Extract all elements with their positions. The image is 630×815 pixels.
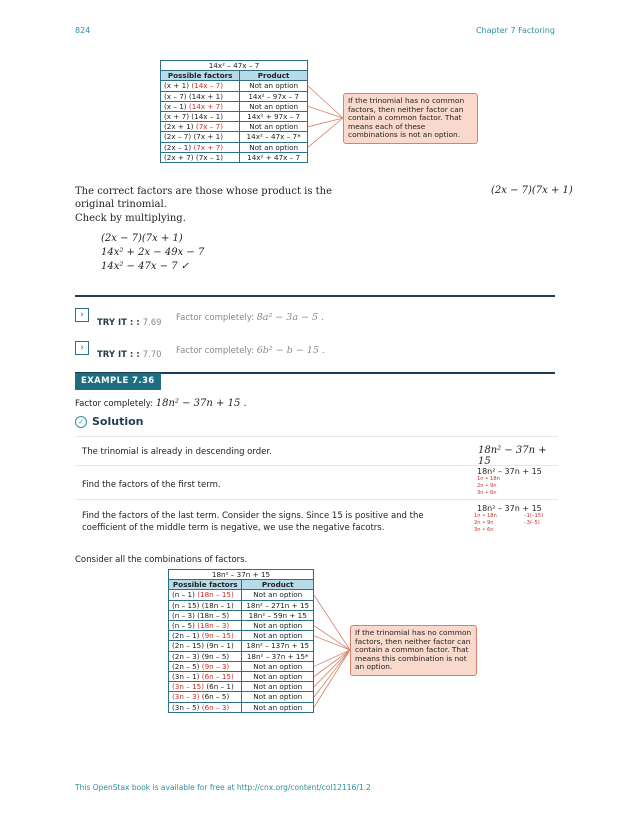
product-cell: Not an option [240, 122, 308, 132]
table-title: 18n² – 37n + 15 [169, 570, 314, 580]
product-cell: Not an option [240, 101, 308, 111]
product-cell: 14x² + 47x – 7 [240, 152, 308, 162]
check-text: Check by multiplying. [75, 213, 186, 224]
answer-factors: (2x − 7)(7x + 1) [491, 185, 573, 196]
factor-cell: (2x + 1) (7x – 7) [161, 122, 240, 132]
product-cell: Not an option [242, 692, 314, 702]
factor-cell: (2n – 3) (9n – 5) [169, 651, 242, 661]
product-cell: Not an option [240, 142, 308, 152]
step-1-math: 18n² − 37n + 15 [478, 445, 547, 467]
try-it-label: TRY IT : : [97, 318, 143, 328]
product-cell: Not an option [242, 631, 314, 641]
table-row [169, 692, 314, 702]
factor-cell: (2n – 5) (9n – 3) [169, 661, 242, 671]
work-line-2: 14x² + 2x − 49x − 7 [101, 247, 205, 258]
table-row [169, 661, 314, 671]
product-cell: Not an option [242, 672, 314, 682]
product-cell: Not an option [242, 682, 314, 692]
factor-cell: (3n – 1) (6n – 15) [169, 672, 242, 682]
expand-try-it-1-icon[interactable]: › [75, 308, 89, 322]
product-cell: Not an option [242, 590, 314, 600]
example-expr: 18n² − 37n + 15 . [155, 398, 247, 409]
table-row [169, 682, 314, 692]
table-row [169, 702, 314, 712]
factor-cell: (n – 15) (18n – 1) [169, 600, 242, 610]
table-row [169, 631, 314, 641]
product-cell: Not an option [242, 702, 314, 712]
factor-cell: (x + 7) (14x – 1) [161, 112, 240, 122]
step-2-math: 18n² – 37n + 15 [477, 467, 542, 476]
check-circle-icon: ✓ [75, 416, 87, 428]
conclusion-text [75, 185, 332, 211]
factor-cell: (2x – 7) (7x + 1) [161, 132, 240, 142]
step-2-text: Find the factors of the first term. [82, 480, 221, 490]
try-it-2 [97, 342, 162, 361]
try-it-1-expr: 8a² − 3a − 5 . [256, 312, 325, 323]
factor-table-2 [168, 569, 314, 713]
step-3-text: Find the factors of the last term. Consider the signs. Since 15 is positive and the coefficient of the middle term is negative, we use the negative facotrs. [82, 511, 424, 533]
example-prompt: Factor completely: 18n² − 37n + 15 . [75, 398, 247, 409]
col-header-factors: Possible factors [161, 71, 240, 81]
product-cell: 18n² – 37n + 15* [242, 651, 314, 661]
factor-cell: (2x + 7) (7x – 1) [161, 152, 240, 162]
callout-leader-line [314, 650, 350, 697]
try-it-2-prompt: Factor completely: 6b² − b − 15 . [176, 345, 325, 356]
callout-note-2: If the trinomial has no common factors, then neither factor can contain a common factor. That means this combination is not an option. [350, 625, 477, 676]
product-cell: 18n² – 59n + 15 [242, 610, 314, 620]
last-term-negative-pairs: –1(–15) –3(–5) [524, 513, 544, 526]
factor-cell: (2n – 1) (9n – 15) [169, 631, 242, 641]
section-divider [75, 295, 555, 297]
callout-leader-line [308, 106, 343, 118]
factor-cell: (x + 1) (14x – 7) [161, 81, 240, 91]
callout-leader-line [308, 86, 343, 118]
callout-leader-line [314, 650, 350, 687]
table-row [169, 590, 314, 600]
product-cell: Not an option [242, 661, 314, 671]
factor-cell: (x – 7) (14x + 1) [161, 91, 240, 101]
step-row-3 [75, 500, 558, 540]
factor-cell: (n – 1) (18n – 15) [169, 590, 242, 600]
product-cell: 14x² – 97x – 7 [240, 91, 308, 101]
product-cell: 18n² – 271n + 15 [242, 600, 314, 610]
step-row-1 [75, 436, 558, 466]
try-it-number: 7.69 [142, 318, 162, 328]
consider-text: Consider all the combinations of factors. [75, 555, 248, 565]
table-row [169, 641, 314, 651]
conclusion-line-1: The correct factors are those whose product is the [75, 186, 333, 197]
factor-cell: (3n – 3) (6n – 5) [169, 692, 242, 702]
try-it-1-prompt: Factor completely: 8a² − 3a − 5 . [176, 312, 325, 323]
example-label: EXAMPLE 7.36 [75, 373, 161, 390]
callout-note-1: If the trinomial has no common factors, then neither factor can contain a common factor. That means each of these combinations is not an option. [343, 93, 478, 144]
work-line-1: (2x − 7)(7x + 1) [101, 233, 183, 244]
table-title: 14x² – 47x – 7 [161, 61, 308, 71]
try-it-2-expr: 6b² − b − 15 . [256, 345, 325, 356]
callout-leader-line [314, 650, 350, 677]
step-row-2 [75, 465, 558, 500]
step-3-math: 18n² – 37n + 15 [477, 504, 542, 513]
callout-leader-line [314, 595, 350, 650]
factor-cell: (2n – 15) (9n – 1) [169, 641, 242, 651]
product-cell: 18n² – 137n + 15 [242, 641, 314, 651]
factor-cell: (n – 3) (18n – 5) [169, 610, 242, 620]
try-it-number: 7.70 [142, 350, 162, 360]
product-cell: 14x² – 47x – 7* [240, 132, 308, 142]
conclusion-line-2: original trinomial. [75, 199, 167, 210]
chapter-title: Chapter 7 Factoring [475, 26, 555, 35]
check-work [101, 232, 204, 274]
product-cell: 14x² + 97x – 7 [240, 112, 308, 122]
try-it-label: TRY IT : : [97, 350, 143, 360]
factor-cell: (x – 1) (14x + 7) [161, 101, 240, 111]
col-header-factors: Possible factors [169, 580, 242, 590]
first-term-factor-pairs: 1n • 18n 2n • 9n 3n • 6n [477, 476, 500, 496]
try-it-1 [97, 310, 162, 329]
product-cell: Not an option [240, 81, 308, 91]
factor-cell: (n – 5) (18n – 3) [169, 621, 242, 631]
step-1-text: The trinomial is already in descending order. [82, 447, 272, 457]
factor-cell: (3n – 5) (6n – 3) [169, 702, 242, 712]
table-row [169, 610, 314, 620]
factor-cell: (2x – 1) (7x + 7) [161, 142, 240, 152]
table-row [169, 600, 314, 610]
table-row [169, 621, 314, 631]
col-header-product: Product [242, 580, 314, 590]
table-row [169, 672, 314, 682]
page-number: 824 [75, 26, 91, 35]
work-line-3: 14x² − 47x − 7 ✓ [101, 261, 190, 272]
factor-cell: (3n – 15) (6n – 1) [169, 682, 242, 692]
solution-heading: ✓ Solution [75, 415, 144, 428]
col-header-product: Product [240, 71, 308, 81]
last-term-factor-pairs: 1n • 18n 2n • 9n 3n • 6n [474, 513, 497, 533]
footer-note: This OpenStax book is available for free at http://cnx.org/content/col12116/1.2 [75, 783, 371, 792]
product-cell: Not an option [242, 621, 314, 631]
expand-try-it-2-icon[interactable]: › [75, 341, 89, 355]
table-row [169, 651, 314, 661]
